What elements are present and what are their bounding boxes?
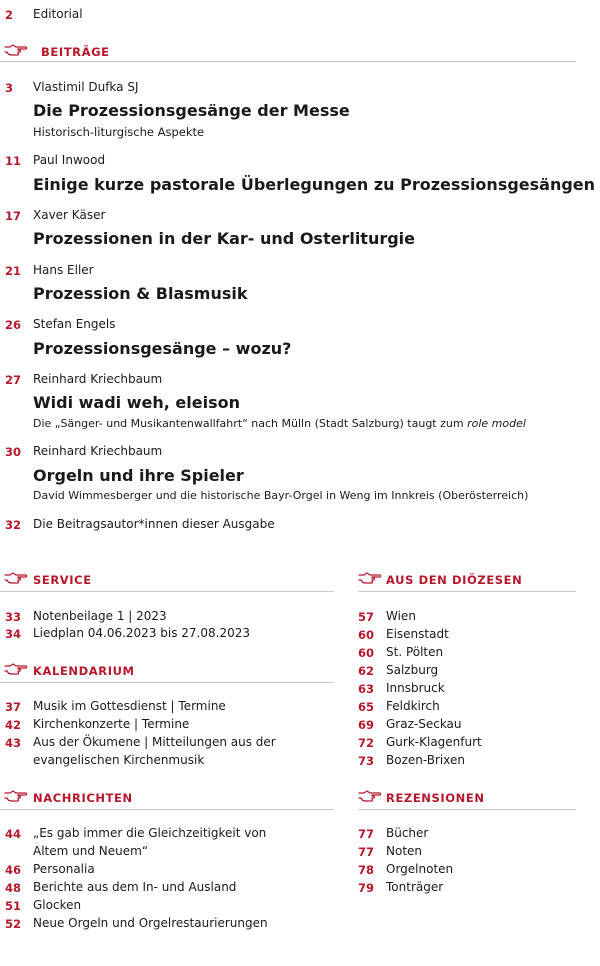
toc-entry[interactable]: Wien: [386, 609, 416, 623]
article-author: Vlastimil Dufka SJ: [33, 80, 139, 94]
section-heading-kalendarium: KALENDARIUM: [33, 664, 135, 678]
toc-entry[interactable]: Notenbeilage 1 | 2023: [33, 609, 167, 623]
article-author: Reinhard Kriechbaum: [33, 444, 163, 458]
toc-entry[interactable]: Aus der Ökumene | Mitteilungen aus der: [33, 735, 276, 749]
page-number: 77: [358, 845, 375, 859]
page-number: 37: [5, 700, 22, 714]
article-author: Reinhard Kriechbaum: [33, 372, 163, 386]
pointing-hand-icon: [4, 572, 28, 584]
article-title[interactable]: Einige kurze pastorale Überlegungen zu Prozessionsgesängen: [33, 175, 596, 194]
section-heading-rezensionen: REZENSIONEN: [386, 791, 485, 805]
page-number: 17: [5, 209, 22, 223]
toc-entry[interactable]: Salzburg: [386, 663, 439, 677]
page-number: 32: [5, 518, 22, 532]
page-number: 73: [358, 754, 375, 768]
page-number: 42: [5, 718, 22, 732]
page-number: 63: [358, 682, 375, 696]
toc-entry[interactable]: Graz-Seckau: [386, 717, 462, 731]
section-divider: [0, 591, 334, 592]
toc-entry[interactable]: Feldkirch: [386, 699, 440, 713]
section-divider: [358, 591, 576, 592]
section-divider: [358, 809, 576, 810]
toc-entry[interactable]: Neue Orgeln und Orgelrestaurierungen: [33, 916, 268, 930]
page-number: 78: [358, 863, 375, 877]
page-number: 33: [5, 610, 22, 624]
section-heading-beitraege: BEITRÄGE: [41, 45, 110, 59]
toc-entry-editorial[interactable]: Editorial: [33, 7, 83, 21]
page-number: 43: [5, 736, 22, 750]
toc-entry[interactable]: Kirchenkonzerte | Termine: [33, 717, 190, 731]
page-number: 62: [358, 664, 375, 678]
page-number: 60: [358, 628, 375, 642]
article-title[interactable]: Orgeln und ihre Spieler: [33, 466, 244, 485]
toc-entry[interactable]: St. Pölten: [386, 645, 444, 659]
page-number: 27: [5, 373, 22, 387]
article-author: Paul Inwood: [33, 153, 106, 167]
pointing-hand-icon: [358, 790, 382, 802]
page-number: 46: [5, 863, 22, 877]
article-author: Stefan Engels: [33, 317, 116, 331]
pointing-hand-icon: [4, 663, 28, 675]
toc-entry[interactable]: Innsbruck: [386, 681, 445, 695]
toc-entry[interactable]: Personalia: [33, 862, 95, 876]
page-number: 2: [5, 8, 14, 22]
page-number: 52: [5, 917, 22, 931]
page-number: 51: [5, 899, 22, 913]
section-heading-dioezesen: AUS DEN DIÖZESEN: [386, 573, 523, 587]
toc-entry[interactable]: Orgelnoten: [386, 862, 454, 876]
page-number: 34: [5, 627, 22, 641]
article-author: Xaver Käser: [33, 208, 106, 222]
toc-entry[interactable]: Tonträger: [386, 880, 444, 894]
pointing-hand-icon: [4, 44, 28, 56]
italic-term: role model: [467, 417, 526, 430]
toc-entry[interactable]: „Es gab immer die Gleichzeitigkeit von: [33, 826, 267, 840]
toc-entry[interactable]: Liedplan 04.06.2023 bis 27.08.2023: [33, 626, 250, 640]
page-number: 3: [5, 81, 14, 95]
article-title[interactable]: Prozession & Blasmusik: [33, 284, 248, 303]
page-number: 72: [358, 736, 375, 750]
page-number: 60: [358, 646, 375, 660]
page-number: 48: [5, 881, 22, 895]
article-author: Hans Eller: [33, 263, 94, 277]
toc-entry[interactable]: Glocken: [33, 898, 82, 912]
pointing-hand-icon: [4, 790, 28, 802]
toc-entry-continuation: Altem und Neuem“: [33, 844, 149, 858]
section-heading-nachrichten: NACHRICHTEN: [33, 791, 133, 805]
section-divider: [0, 809, 334, 810]
toc-entry[interactable]: Noten: [386, 844, 423, 858]
toc-entry[interactable]: Bozen-Brixen: [386, 753, 465, 767]
section-heading-service: SERVICE: [33, 573, 92, 587]
page-number: 44: [5, 827, 22, 841]
article-title[interactable]: Prozessionsgesänge – wozu?: [33, 339, 292, 358]
toc-entry[interactable]: Gurk-Klagenfurt: [386, 735, 482, 749]
toc-entry[interactable]: Berichte aus dem In- und Ausland: [33, 880, 237, 894]
toc-entry[interactable]: Musik im Gottesdienst | Termine: [33, 699, 226, 713]
article-title[interactable]: Prozessionen in der Kar- und Osterliturgie: [33, 229, 416, 248]
section-divider: [0, 61, 576, 62]
article-subtitle: David Wimmesberger und die historische Bayr-Orgel in Weng im Innkreis (Oberösterreich): [33, 489, 529, 502]
page-number: 65: [358, 700, 375, 714]
page-number: 57: [358, 610, 375, 624]
page-number: 77: [358, 827, 375, 841]
page-number: 26: [5, 318, 22, 332]
page-number: 11: [5, 154, 22, 168]
page-number: 21: [5, 264, 22, 278]
page-number: 79: [358, 881, 375, 895]
pointing-hand-icon: [358, 572, 382, 584]
page-number: 69: [358, 718, 375, 732]
section-divider: [0, 682, 334, 683]
page-number: 30: [5, 445, 22, 459]
article-subtitle: Die „Sänger- und Musikantenwallfahrt“ nach Mülln (Stadt Salzburg) taugt zum role model: [33, 417, 526, 430]
toc-entry-authors[interactable]: Die Beitragsautor*innen dieser Ausgabe: [33, 517, 275, 531]
article-title[interactable]: Widi wadi weh, eleison: [33, 393, 240, 412]
toc-entry-continuation: evangelischen Kirchenmusik: [33, 753, 205, 767]
article-title[interactable]: Die Prozessionsgesänge der Messe: [33, 101, 350, 120]
article-subtitle: Historisch-liturgische Aspekte: [33, 125, 205, 139]
toc-entry[interactable]: Eisenstadt: [386, 627, 449, 641]
toc-entry[interactable]: Bücher: [386, 826, 429, 840]
